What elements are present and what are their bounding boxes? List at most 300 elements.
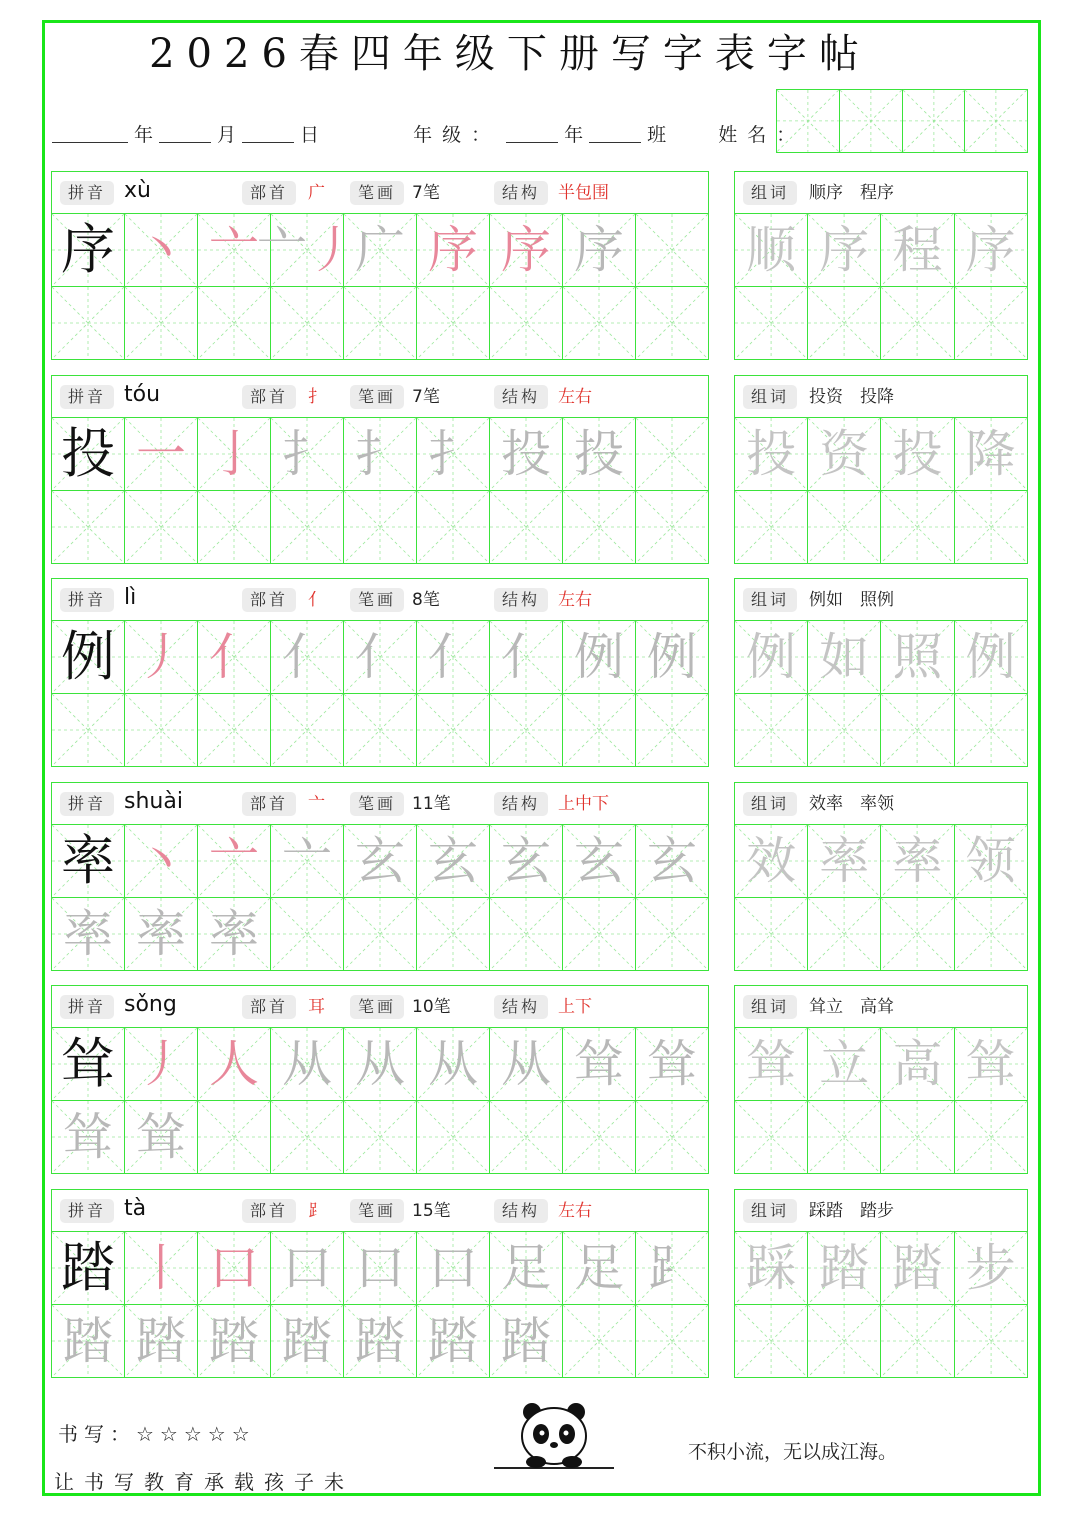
practice-cell[interactable] — [52, 694, 125, 767]
stroke-order-cell[interactable] — [125, 1305, 198, 1378]
grid-guide-lines — [636, 491, 708, 563]
stroke-new: 序 — [428, 221, 478, 279]
word-trace-cell[interactable] — [808, 214, 881, 287]
char-info-header — [52, 783, 709, 825]
practice-cell[interactable] — [490, 1101, 563, 1174]
grid-guide-lines — [881, 694, 953, 766]
word-header — [735, 579, 1028, 621]
practice-cell[interactable] — [735, 694, 808, 767]
word-trace-cell[interactable] — [735, 621, 808, 694]
grid-guide-lines — [636, 418, 708, 490]
practice-cell[interactable] — [490, 898, 563, 971]
stroke-base: 口 — [282, 1239, 332, 1297]
stroke-order-char — [198, 898, 270, 970]
strokes-value: 15笔 — [412, 1201, 451, 1221]
grade-blank[interactable] — [506, 125, 558, 143]
trace-char: 耸 — [965, 1035, 1016, 1094]
stroke-order-char — [344, 1028, 416, 1100]
practice-cell[interactable] — [125, 491, 198, 564]
grid-guide-lines — [808, 1101, 880, 1173]
stroke-base: 扌 — [355, 424, 405, 483]
grid-guide-lines — [955, 491, 1027, 563]
stroke-order-cell[interactable] — [563, 1232, 636, 1305]
stroke-order-char — [636, 1028, 708, 1100]
month-blank[interactable] — [159, 125, 211, 143]
trace-char: 投 — [892, 424, 943, 483]
name-label: 姓名： — [718, 124, 806, 146]
year-blank[interactable] — [52, 125, 128, 143]
words-tag: 组词 — [743, 995, 797, 1019]
practice-cell[interactable] — [344, 287, 417, 360]
words-tag: 组词 — [743, 385, 797, 409]
trace-char: 资 — [819, 424, 870, 483]
practice-cell[interactable] — [271, 898, 344, 971]
grid-guide-lines — [125, 287, 197, 359]
trace-char: 踏 — [819, 1239, 870, 1297]
word-trace-cell[interactable] — [955, 418, 1028, 491]
stroke-order-cell[interactable] — [344, 621, 417, 694]
structure-value: 左右 — [558, 590, 592, 611]
practice-cell[interactable] — [636, 694, 709, 767]
stroke-order-cell[interactable] — [490, 825, 563, 898]
stroke-order-cell[interactable] — [417, 1028, 490, 1101]
practice-cell[interactable] — [198, 1101, 271, 1174]
stroke-order-cell[interactable] — [198, 1028, 271, 1101]
practice-cell[interactable] — [52, 287, 125, 360]
pinyin-tag: 拼音 — [60, 385, 114, 409]
radical-tag: 部首 — [242, 1199, 296, 1223]
practice-cell[interactable] — [955, 491, 1028, 564]
words-value: 例如 照例 — [809, 590, 894, 611]
stroke-order-char — [417, 825, 489, 897]
stroke-base: 序 — [574, 221, 624, 279]
word-practice-block — [734, 375, 1028, 564]
practice-cell[interactable] — [271, 694, 344, 767]
stroke-order-cell[interactable] — [563, 418, 636, 491]
stroke-base: 亻 — [355, 628, 405, 687]
grid-guide-lines — [344, 694, 416, 766]
class-unit: 班 — [647, 124, 667, 146]
practice-cell[interactable] — [417, 694, 490, 767]
stroke-order-char — [563, 418, 635, 490]
stroke-order-cell[interactable] — [125, 214, 198, 287]
char-practice-block — [51, 375, 709, 564]
practice-cell[interactable] — [344, 898, 417, 971]
stroke-order-cell[interactable] — [417, 1305, 490, 1378]
model-cell[interactable] — [52, 621, 125, 694]
stroke-order-cell[interactable] — [271, 1232, 344, 1305]
practice-cell[interactable] — [636, 287, 709, 360]
stroke-order-cell[interactable] — [198, 1232, 271, 1305]
stroke-base: 踏 — [63, 1312, 113, 1370]
practice-cell[interactable] — [417, 491, 490, 564]
word-trace-cell[interactable] — [735, 418, 808, 491]
grid-guide-lines — [735, 694, 807, 766]
day-blank[interactable] — [242, 125, 294, 143]
strokes-value: 11笔 — [412, 793, 451, 814]
stroke-order-cell[interactable] — [490, 1232, 563, 1305]
stroke-order-char — [125, 1305, 197, 1377]
practice-cell[interactable] — [808, 694, 881, 767]
practice-cell[interactable] — [955, 694, 1028, 767]
grid-guide-lines — [881, 491, 953, 563]
stroke-order-cell[interactable] — [271, 621, 344, 694]
practice-cell[interactable] — [125, 694, 198, 767]
practice-cell[interactable] — [417, 1101, 490, 1174]
stroke-order-cell[interactable] — [125, 1101, 198, 1174]
word-trace-cell[interactable] — [881, 825, 954, 898]
stroke-order-char — [490, 825, 562, 897]
stroke-order-cell[interactable] — [636, 1232, 709, 1305]
practice-cell[interactable] — [955, 1101, 1028, 1174]
stroke-order-cell[interactable] — [271, 1028, 344, 1101]
practice-cell[interactable] — [636, 214, 709, 287]
stroke-order-cell[interactable] — [490, 214, 563, 287]
word-trace-cell[interactable] — [808, 1232, 881, 1305]
practice-cell[interactable] — [344, 491, 417, 564]
stroke-order-cell[interactable] — [563, 1028, 636, 1101]
trace-char: 照 — [892, 628, 943, 687]
word-trace-cell[interactable] — [808, 825, 881, 898]
practice-cell[interactable] — [636, 1305, 709, 1378]
practice-cell[interactable] — [344, 694, 417, 767]
practice-cell[interactable] — [271, 287, 344, 360]
name-boxes[interactable] — [776, 89, 1028, 153]
stroke-order-cell[interactable] — [563, 825, 636, 898]
stroke-order-cell[interactable] — [125, 825, 198, 898]
stroke-order-char — [125, 898, 197, 970]
practice-cell[interactable] — [636, 1101, 709, 1174]
stroke-base: 玄 — [355, 831, 405, 890]
stroke-base: 玄 — [574, 831, 624, 890]
grid-guide-lines — [735, 898, 807, 970]
practice-cell[interactable] — [881, 898, 954, 971]
name-box[interactable] — [965, 90, 1027, 152]
practice-cell[interactable] — [955, 287, 1028, 360]
stroke-order-char — [344, 214, 416, 286]
practice-cell[interactable] — [735, 898, 808, 971]
practice-cell[interactable] — [636, 418, 709, 491]
grid-guide-lines — [198, 1101, 270, 1173]
radical-value: 耳 — [308, 997, 325, 1018]
word-trace-cell[interactable] — [881, 418, 954, 491]
practice-cell[interactable] — [563, 1101, 636, 1174]
stroke-order-cell[interactable] — [271, 418, 344, 491]
name-box[interactable] — [840, 90, 903, 152]
grid-guide-lines — [271, 491, 343, 563]
practice-cell[interactable] — [636, 898, 709, 971]
practice-cell[interactable] — [881, 1101, 954, 1174]
stroke-order-cell[interactable] — [198, 418, 271, 491]
words-tag: 组词 — [743, 181, 797, 205]
stroke-base: 扌 — [428, 424, 478, 483]
stroke-order-cell[interactable] — [198, 621, 271, 694]
stroke-base: 耸 — [63, 1108, 113, 1167]
practice-cell[interactable] — [563, 287, 636, 360]
stroke-base: 踏 — [209, 1312, 259, 1370]
stroke-new: 亅 — [209, 424, 259, 483]
practice-cell[interactable] — [490, 287, 563, 360]
stroke-order-cell[interactable] — [344, 1232, 417, 1305]
grid-guide-lines — [417, 287, 489, 359]
stroke-base: 亠 — [282, 831, 332, 890]
stroke-order-cell[interactable] — [417, 621, 490, 694]
radical-value: ⻊ — [308, 1201, 325, 1221]
stroke-base: 耸 — [574, 1035, 624, 1094]
stroke-order-cell[interactable] — [271, 1305, 344, 1378]
practice-cell[interactable] — [563, 1305, 636, 1378]
stroke-base: 亻 — [501, 628, 551, 687]
stroke-order-cell[interactable] — [125, 1232, 198, 1305]
grid-guide-lines — [563, 491, 635, 563]
word-trace-cell[interactable] — [808, 621, 881, 694]
structure-tag: 结构 — [494, 181, 548, 205]
practice-cell[interactable] — [490, 694, 563, 767]
stroke-order-cell[interactable] — [490, 1028, 563, 1101]
stroke-order-char — [125, 825, 197, 897]
stroke-order-cell[interactable] — [198, 1305, 271, 1378]
trace-char: 踩 — [746, 1239, 797, 1297]
stroke-new: 丿 — [136, 628, 186, 687]
practice-cell[interactable] — [808, 1101, 881, 1174]
word-grid — [735, 1028, 1028, 1174]
practice-cell[interactable] — [563, 694, 636, 767]
stroke-base: 率 — [209, 904, 259, 963]
practice-cell[interactable] — [881, 491, 954, 564]
grid-guide-lines — [125, 694, 197, 766]
strokes-tag: 笔画 — [350, 995, 404, 1019]
stroke-order-cell[interactable] — [125, 621, 198, 694]
stroke-order-cell[interactable] — [490, 621, 563, 694]
strokes-tag: 笔画 — [350, 181, 404, 205]
stroke-order-char — [417, 214, 489, 286]
practice-cell[interactable] — [881, 694, 954, 767]
stroke-new: 一 — [136, 424, 186, 483]
practice-cell[interactable] — [490, 491, 563, 564]
stroke-order-char — [344, 1305, 416, 1377]
words-value: 投资 投降 — [809, 386, 894, 407]
stroke-order-cell[interactable] — [563, 214, 636, 287]
name-box[interactable] — [903, 90, 966, 152]
grid-guide-lines — [344, 491, 416, 563]
stroke-order-cell[interactable] — [636, 1028, 709, 1101]
practice-cell[interactable] — [955, 1305, 1028, 1378]
stroke-base: 口 — [355, 1239, 405, 1297]
stroke-order-char — [417, 621, 489, 693]
model-char: 耸 — [61, 1032, 115, 1096]
stroke-order-cell[interactable] — [344, 1028, 417, 1101]
grid-guide-lines — [881, 287, 953, 359]
grid-guide-lines — [563, 1305, 635, 1377]
stroke-order-cell[interactable] — [417, 825, 490, 898]
practice-cell[interactable] — [271, 491, 344, 564]
grade-unit: 年 — [564, 124, 584, 146]
stroke-order-char — [198, 1028, 270, 1100]
word-practice-block — [734, 171, 1028, 360]
trace-char: 高 — [892, 1035, 943, 1094]
model-cell[interactable] — [52, 825, 125, 898]
word-trace-cell[interactable] — [808, 418, 881, 491]
grid-guide-lines — [344, 287, 416, 359]
word-trace-cell[interactable] — [735, 1028, 808, 1101]
stroke-order-cell[interactable] — [52, 1101, 125, 1174]
word-trace-cell[interactable] — [735, 825, 808, 898]
stroke-order-cell[interactable] — [490, 418, 563, 491]
stroke-order-cell[interactable] — [344, 1305, 417, 1378]
model-cell[interactable] — [52, 1028, 125, 1101]
radical-tag: 部首 — [242, 385, 296, 409]
word-trace-cell[interactable] — [955, 621, 1028, 694]
trace-char: 领 — [965, 831, 1016, 890]
stroke-order-char — [52, 898, 124, 970]
practice-cell[interactable] — [198, 694, 271, 767]
practice-cell[interactable] — [881, 287, 954, 360]
stroke-order-char — [198, 1232, 270, 1304]
practice-cell[interactable] — [198, 287, 271, 360]
radical-tag: 部首 — [242, 181, 296, 205]
word-trace-cell[interactable] — [808, 1028, 881, 1101]
stroke-order-char — [636, 621, 708, 693]
grid-guide-lines — [636, 898, 708, 970]
word-trace-cell[interactable] — [735, 1232, 808, 1305]
stroke-new: 序 — [501, 221, 551, 279]
word-practice-block — [734, 1189, 1028, 1378]
stroke-order-char — [490, 214, 562, 286]
practice-cell[interactable] — [52, 491, 125, 564]
pinyin-tag: 拼音 — [60, 1199, 114, 1223]
stroke-order-char — [344, 418, 416, 490]
stroke-base: 从 — [501, 1035, 551, 1094]
stroke-order-char — [490, 418, 562, 490]
practice-cell[interactable] — [808, 1305, 881, 1378]
stroke-order-cell[interactable] — [417, 1232, 490, 1305]
stroke-order-char — [271, 1028, 343, 1100]
practice-cell[interactable] — [808, 287, 881, 360]
stroke-base: 亻 — [428, 628, 478, 687]
strokes-tag: 笔画 — [350, 1199, 404, 1223]
practice-cell[interactable] — [125, 287, 198, 360]
word-trace-cell[interactable] — [955, 1232, 1028, 1305]
stroke-order-cell[interactable] — [636, 621, 709, 694]
radical-value: 广 — [308, 183, 325, 203]
practice-cell[interactable] — [735, 1305, 808, 1378]
stroke-order-cell[interactable] — [563, 621, 636, 694]
stroke-base: 玄 — [647, 831, 697, 890]
grid-guide-lines — [344, 1101, 416, 1173]
stroke-order-cell[interactable] — [125, 418, 198, 491]
stroke-order-cell[interactable] — [271, 825, 344, 898]
stroke-base: 踏 — [282, 1312, 332, 1370]
stroke-order-cell[interactable] — [636, 825, 709, 898]
word-practice-block — [734, 985, 1028, 1174]
stroke-order-cell[interactable] — [198, 825, 271, 898]
word-trace-cell[interactable] — [881, 1232, 954, 1305]
practice-cell[interactable] — [735, 491, 808, 564]
grid-guide-lines — [840, 90, 902, 152]
model-cell[interactable] — [52, 418, 125, 491]
word-trace-cell[interactable] — [735, 214, 808, 287]
stroke-order-cell[interactable] — [344, 214, 417, 287]
model-char: 例 — [61, 625, 115, 689]
stroke-order-cell[interactable] — [52, 898, 125, 971]
practice-cell[interactable] — [271, 1101, 344, 1174]
stroke-base: 踏 — [501, 1312, 551, 1370]
practice-cell[interactable] — [735, 287, 808, 360]
stroke-new: 口 — [209, 1239, 259, 1297]
stroke-order-cell[interactable] — [417, 214, 490, 287]
model-char: 投 — [61, 421, 115, 485]
practice-cell[interactable] — [735, 1101, 808, 1174]
stroke-order-cell[interactable] — [257, 214, 357, 287]
stroke-new: 丨 — [136, 1239, 186, 1297]
stroke-order-cell[interactable] — [344, 825, 417, 898]
grid-guide-lines — [417, 1101, 489, 1173]
word-trace-cell[interactable] — [955, 214, 1028, 287]
practice-cell[interactable] — [955, 898, 1028, 971]
stroke-base: 足 — [501, 1239, 551, 1297]
stroke-order-cell[interactable] — [125, 1028, 198, 1101]
stroke-order-char — [257, 214, 357, 286]
stroke-order-cell[interactable] — [125, 898, 198, 971]
stroke-order-char — [490, 1305, 562, 1377]
practice-cell[interactable] — [636, 491, 709, 564]
name-box[interactable] — [777, 90, 840, 152]
char-info-header — [52, 986, 709, 1028]
stroke-order-cell[interactable] — [344, 418, 417, 491]
pinyin-value: lì — [124, 585, 137, 611]
word-trace-cell[interactable] — [881, 1028, 954, 1101]
stroke-order-char — [417, 418, 489, 490]
word-trace-cell[interactable] — [881, 214, 954, 287]
stroke-order-cell[interactable] — [417, 418, 490, 491]
stroke-order-cell[interactable] — [490, 1305, 563, 1378]
grid-guide-lines — [198, 491, 270, 563]
practice-cell[interactable] — [417, 898, 490, 971]
practice-cell[interactable] — [417, 287, 490, 360]
word-trace-cell[interactable] — [955, 1028, 1028, 1101]
month-label: 月 — [217, 124, 237, 146]
word-trace-cell[interactable] — [881, 621, 954, 694]
practice-cell[interactable] — [344, 1101, 417, 1174]
char-practice-block — [51, 1189, 709, 1378]
practice-cell[interactable] — [808, 898, 881, 971]
practice-cell[interactable] — [808, 491, 881, 564]
trace-char: 立 — [819, 1035, 870, 1094]
grid-guide-lines — [808, 694, 880, 766]
practice-cell[interactable] — [563, 491, 636, 564]
char-practice-block — [51, 171, 709, 360]
word-practice-block — [734, 782, 1028, 971]
class-blank[interactable] — [589, 125, 641, 143]
grid-guide-lines — [636, 694, 708, 766]
grid-guide-lines — [490, 1101, 562, 1173]
practice-cell[interactable] — [198, 491, 271, 564]
stroke-order-cell[interactable] — [52, 1305, 125, 1378]
trace-char: 序 — [965, 221, 1016, 279]
stroke-order-cell[interactable] — [198, 898, 271, 971]
word-trace-cell[interactable] — [955, 825, 1028, 898]
practice-cell[interactable] — [881, 1305, 954, 1378]
practice-cell[interactable] — [563, 898, 636, 971]
grid-guide-lines — [735, 1101, 807, 1173]
stroke-base: 踏 — [355, 1312, 405, 1370]
stroke-new: 人 — [209, 1035, 259, 1094]
pinyin-value: shuài — [124, 788, 183, 814]
model-cell[interactable] — [52, 214, 125, 287]
word-header — [735, 172, 1028, 214]
pinyin-tag: 拼音 — [60, 792, 114, 816]
model-cell[interactable] — [52, 1232, 125, 1305]
